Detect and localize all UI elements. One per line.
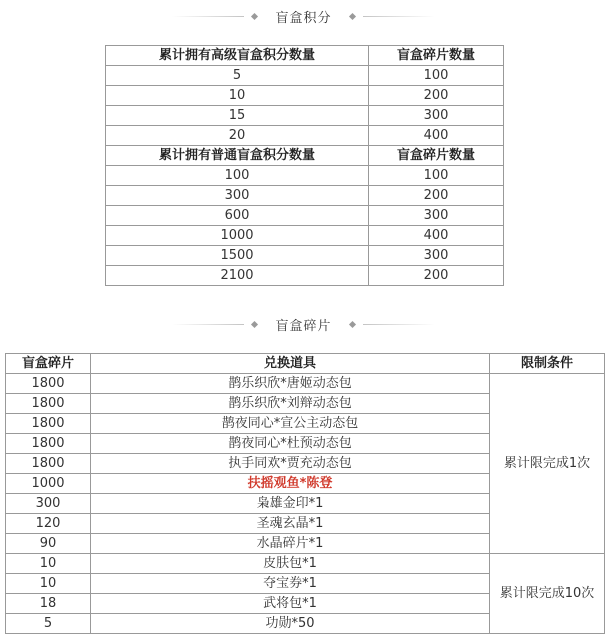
section-title-text: 盲盒积分: [275, 10, 332, 26]
cost-cell: 1800: [6, 374, 91, 394]
table-cell: 10: [106, 86, 369, 106]
cost-cell: 120: [6, 514, 91, 534]
item-cell: 圣魂玄晶*1: [91, 514, 490, 534]
diamond-icon: [348, 320, 355, 327]
header-cell: 盲盒碎片数量: [369, 146, 504, 166]
divider-line: [363, 324, 435, 325]
table-cell: 100: [106, 166, 369, 186]
cost-cell: 1800: [6, 414, 91, 434]
table-cell: 100: [369, 166, 504, 186]
table-row: [106, 226, 504, 246]
table-row: [106, 186, 504, 206]
table-header-row: [6, 354, 605, 374]
table-row: [106, 206, 504, 226]
section-title-points: [0, 6, 607, 26]
table-cell: 300: [369, 206, 504, 226]
item-cell: 鹊乐织欣*唐姬动态包: [91, 374, 490, 394]
item-cell: 武将包*1: [91, 594, 490, 614]
item-cell: 执手同欢*贾充动态包: [91, 454, 490, 474]
item-cell: 水晶碎片*1: [91, 534, 490, 554]
cost-cell: 1000: [6, 474, 91, 494]
cost-cell: 10: [6, 574, 91, 594]
table-row: [106, 266, 504, 286]
table-header-row: [106, 146, 504, 166]
item-cell: 鹊夜同心*宣公主动态包: [91, 414, 490, 434]
divider-line: [172, 324, 244, 325]
points-table: [105, 45, 504, 286]
table-cell: 2100: [106, 266, 369, 286]
item-cell: 枭雄金印*1: [91, 494, 490, 514]
table-row: [106, 246, 504, 266]
exchange-table: [5, 353, 605, 634]
table-cell: 200: [369, 186, 504, 206]
cost-cell: 1800: [6, 434, 91, 454]
header-cell: 限制条件: [490, 354, 605, 374]
header-cell: 兑换道具: [91, 354, 490, 374]
cost-cell: 1800: [6, 394, 91, 414]
limit-cell: 累计限完成10次: [490, 554, 605, 634]
table-row: [106, 66, 504, 86]
table-cell: 100: [369, 66, 504, 86]
cost-cell: 10: [6, 554, 91, 574]
item-cell: 皮肤包*1: [91, 554, 490, 574]
header-cell: 累计拥有普通盲盒积分数量: [106, 146, 369, 166]
table-row: [106, 126, 504, 146]
table-cell: 600: [106, 206, 369, 226]
cost-cell: 90: [6, 534, 91, 554]
table-cell: 300: [106, 186, 369, 206]
table-cell: 20: [106, 126, 369, 146]
diamond-icon: [348, 12, 355, 19]
table-cell: 300: [369, 246, 504, 266]
limit-cell: 累计限完成1次: [490, 374, 605, 554]
table-cell: 300: [369, 106, 504, 126]
table-cell: 400: [369, 226, 504, 246]
cost-cell: 5: [6, 614, 91, 634]
table-row: [6, 374, 605, 394]
cost-cell: 300: [6, 494, 91, 514]
table-row: [106, 86, 504, 106]
cost-cell: 18: [6, 594, 91, 614]
table-cell: 1000: [106, 226, 369, 246]
table-cell: 400: [369, 126, 504, 146]
header-cell: 累计拥有高级盲盒积分数量: [106, 46, 369, 66]
item-cell: 功勋*50: [91, 614, 490, 634]
table-cell: 200: [369, 266, 504, 286]
item-cell: 鹊夜同心*杜预动态包: [91, 434, 490, 454]
header-cell: 盲盒碎片: [6, 354, 91, 374]
table-row: [6, 554, 605, 574]
divider-line: [172, 16, 244, 17]
cost-cell: 1800: [6, 454, 91, 474]
diamond-icon: [251, 320, 258, 327]
item-cell: 夺宝券*1: [91, 574, 490, 594]
table-header-row: [106, 46, 504, 66]
section-title-fragments: [0, 314, 607, 334]
item-cell-highlight: 扶摇观鱼*陈登: [91, 474, 490, 494]
table-cell: 1500: [106, 246, 369, 266]
header-cell: 盲盒碎片数量: [369, 46, 504, 66]
item-cell: 鹊乐织欣*刘辩动态包: [91, 394, 490, 414]
table-row: [106, 106, 504, 126]
table-row: [106, 166, 504, 186]
table-cell: 5: [106, 66, 369, 86]
table-cell: 15: [106, 106, 369, 126]
section-title-text: 盲盒碎片: [275, 318, 332, 334]
divider-line: [363, 16, 435, 17]
table-cell: 200: [369, 86, 504, 106]
diamond-icon: [251, 12, 258, 19]
